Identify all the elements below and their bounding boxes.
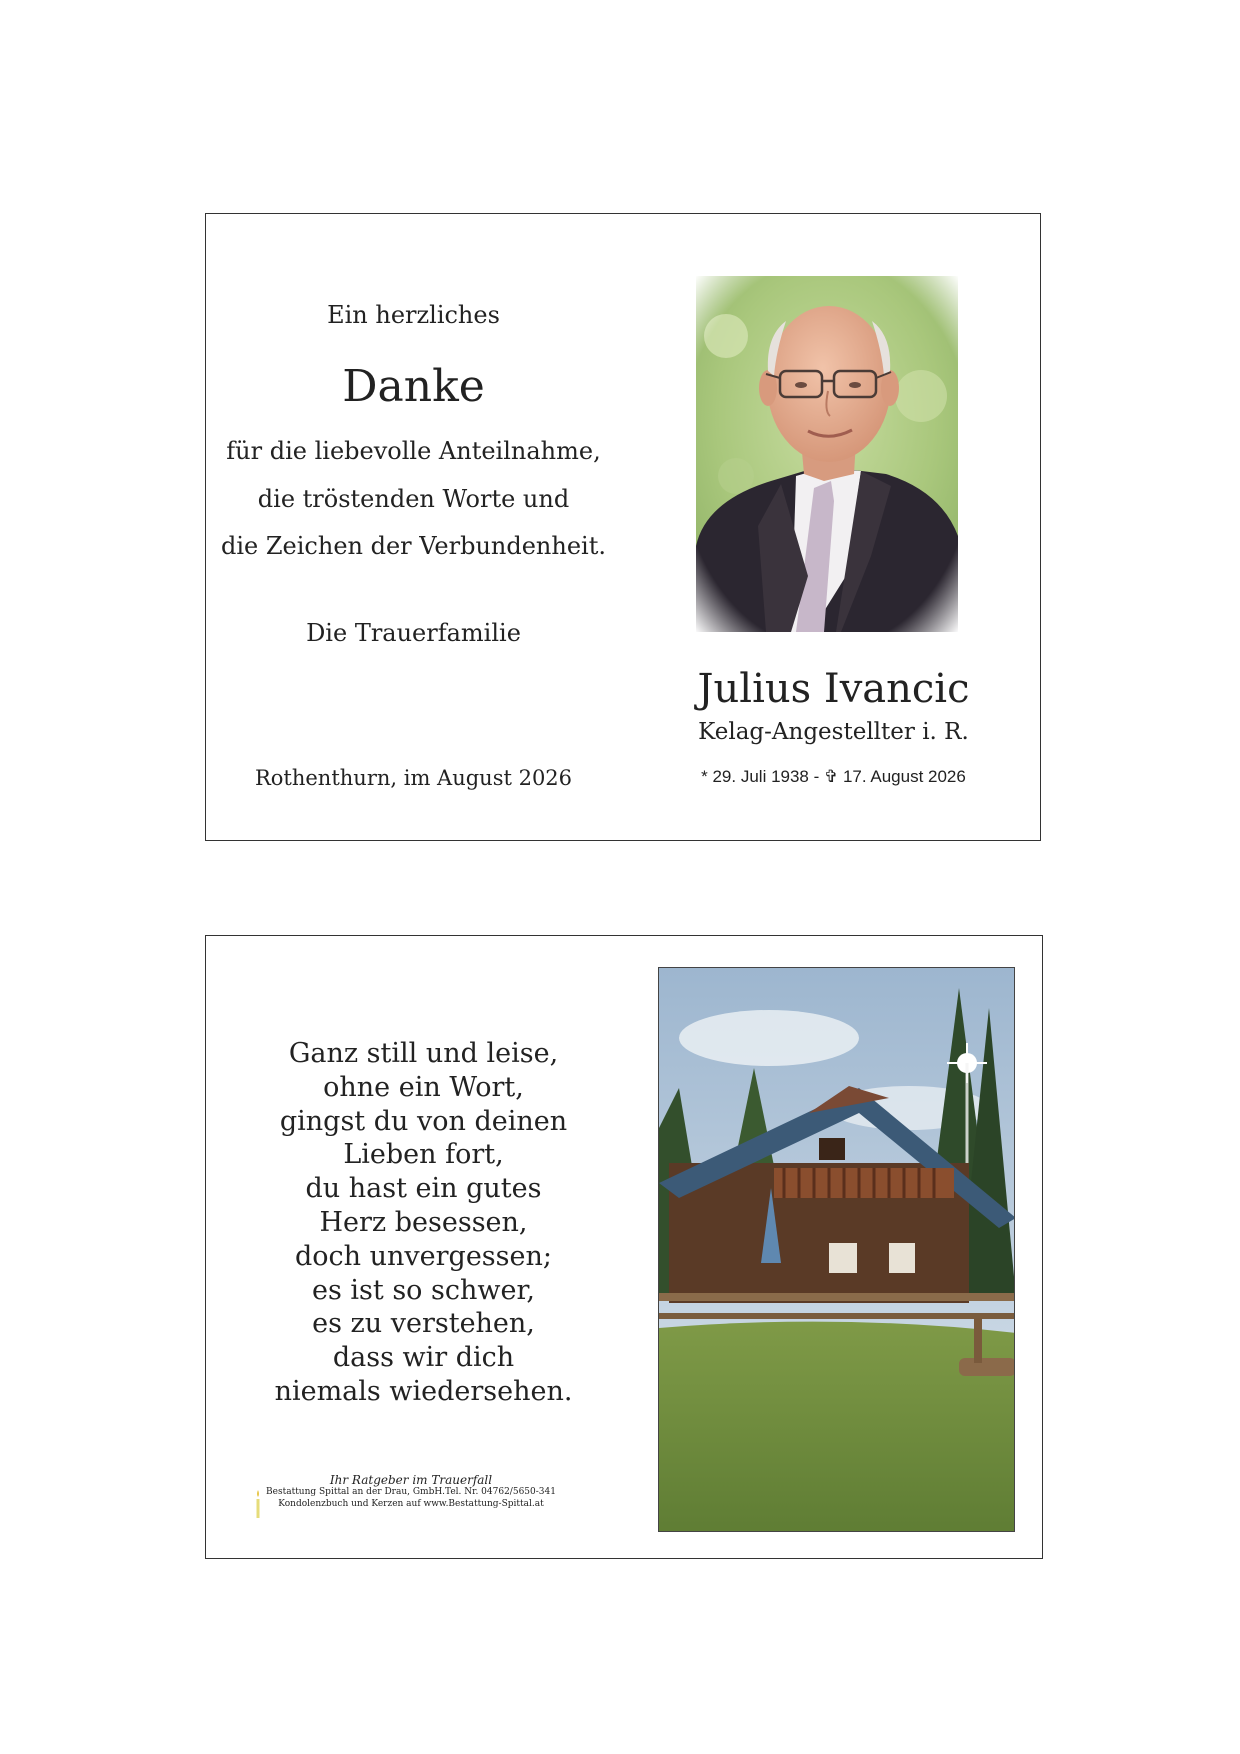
poem-line: es ist so schwer, [311,1274,535,1306]
alpine-hut-photo [658,967,1015,1532]
funeral-home-imprint [266,1474,556,1510]
poem-line: du hast ein gutes [305,1173,542,1205]
poem-line: gingst du von deinen [279,1105,568,1137]
thanks-line: die Zeichen der Verbundenheit. [221,532,606,560]
deceased-occupation: Kelag-Angestellter i. R. [698,719,969,745]
poem-line: ohne ein Wort, [323,1071,524,1103]
thanks-lines [206,428,621,571]
danke-heading: Danke [342,361,485,412]
deceased-name: Julius Ivancic [697,666,970,712]
poem-line: dass wir dich [332,1342,515,1374]
imprint-brand: Ihr Ratgeber im Trauerfall [329,1473,493,1487]
poem-line: niemals wiedersehen. [274,1375,573,1407]
candle-icon [254,1488,262,1518]
thank-you-card-back [205,935,1043,1559]
poem-line: doch unvergessen; [295,1240,552,1272]
intro-text: Ein herzliches [327,301,500,329]
portrait-photo [696,276,958,632]
imprint-line: Kondolenzbuch und Kerzen auf www.Bestattung-Spittal.at [278,1499,544,1509]
place-date: Rothenthurn, im August 2026 [254,766,573,790]
family-signature: Die Trauerfamilie [306,619,521,647]
thanks-line: für die liebevolle Anteilnahme, [226,437,601,465]
life-dates: * 29. Juli 1938 - ✞ 17. August 2026 [701,767,966,786]
imprint-line: Bestattung Spittal an der Drau, GmbH.Tel. Nr. 04762/5650-341 [266,1487,556,1497]
poem-line: Lieben fort, [343,1139,504,1171]
poem [246,1037,601,1409]
poem-line: Ganz still und leise, [288,1038,559,1069]
thank-you-card-front [205,213,1041,841]
thanks-line: die tröstenden Worte und [257,484,570,513]
poem-line: es zu verstehen, [312,1308,535,1340]
poem-line: Herz besessen, [319,1206,528,1238]
